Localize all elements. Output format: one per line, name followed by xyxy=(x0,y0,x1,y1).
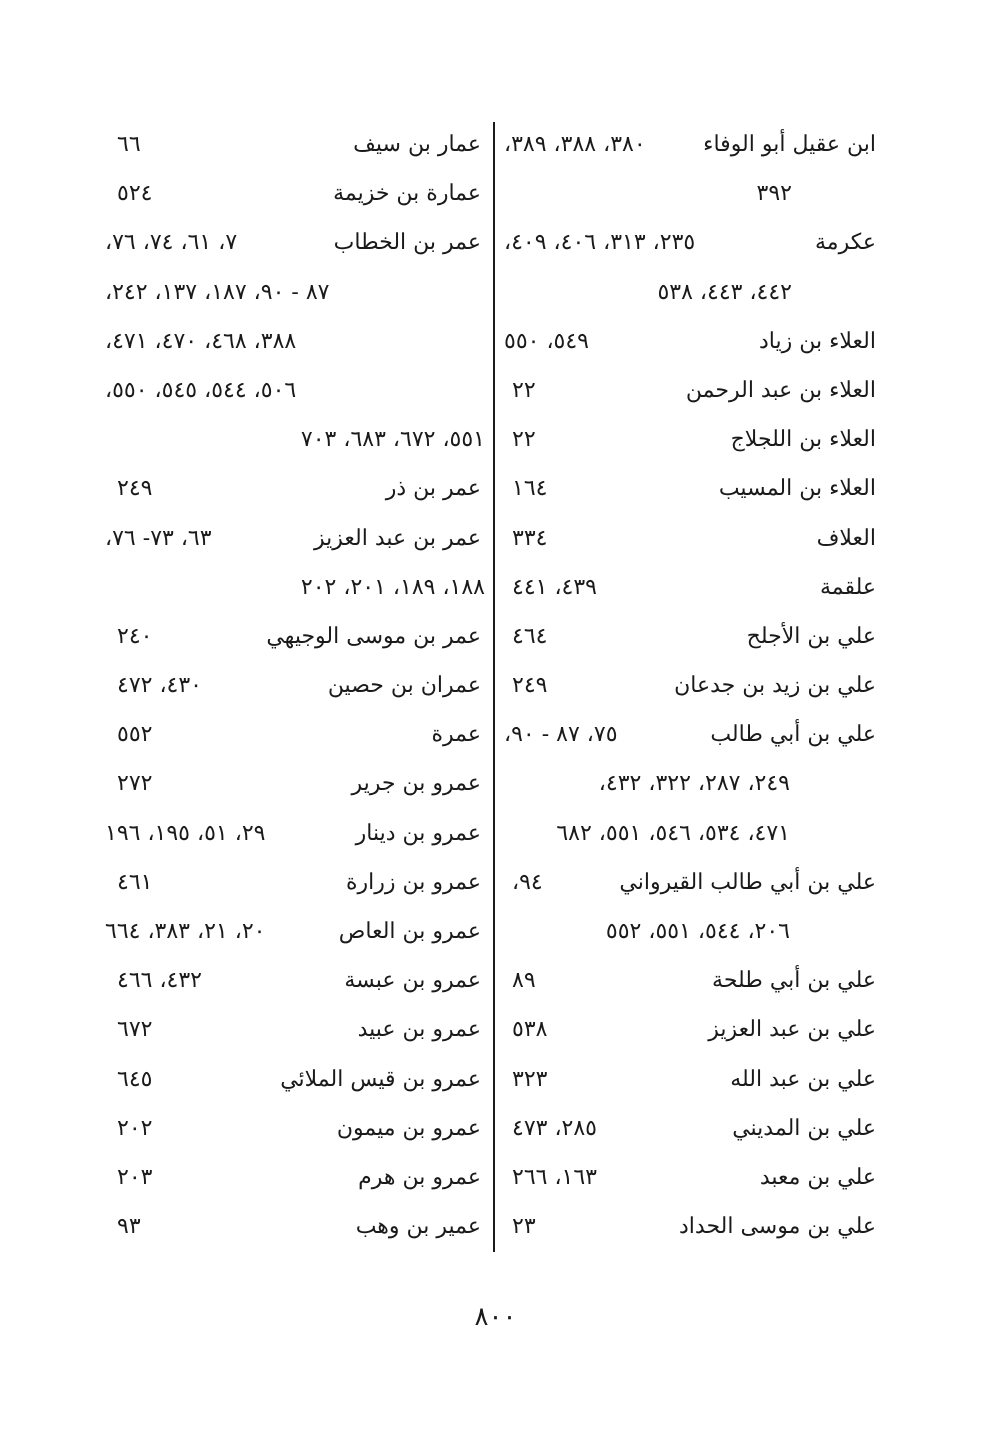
entry-pages: ٤٦٤ xyxy=(512,623,548,649)
entry-pages: ٣٣٤ xyxy=(512,525,548,551)
index-entry xyxy=(105,1104,485,1153)
entry-name: عكرمة xyxy=(815,230,876,256)
index-entry xyxy=(500,415,882,464)
entry-pages: ٤٣٩، ٤٤١ xyxy=(512,574,597,600)
index-entry xyxy=(500,464,882,513)
entry-pages: ٢٤٩ xyxy=(512,673,548,699)
index-entry-continuation xyxy=(105,317,485,366)
entry-pages: ١٦٤ xyxy=(512,476,548,502)
entry-name: علي بن أبي طالب القيرواني xyxy=(619,869,876,895)
entry-pages: ١٦٣، ٢٦٦ xyxy=(512,1164,597,1190)
column-divider xyxy=(493,122,495,1252)
entry-pages: ٢٠٦، ٥٤٤، ٥٥١، ٥٥٢ xyxy=(605,919,790,944)
entry-pages: ٦٦ xyxy=(117,132,141,157)
index-entry xyxy=(500,612,882,661)
entry-pages: ٣٨٠، ٣٨٨، ٣٨٩، xyxy=(504,132,646,157)
entry-pages: ٦٧٢ xyxy=(117,1017,153,1043)
index-entry-continuation xyxy=(105,563,485,612)
index-entry xyxy=(105,710,485,759)
entry-name: عمرو بن هرم xyxy=(358,1164,481,1190)
entry-name: عمرو بن عبيد xyxy=(357,1017,481,1043)
index-entry xyxy=(105,169,485,218)
index-entry xyxy=(105,1055,485,1104)
index-entry xyxy=(105,809,485,858)
entry-name: عمارة بن خزيمة xyxy=(333,181,481,207)
index-entry xyxy=(105,759,485,808)
entry-pages: ٤٤٢، ٤٤٣، ٥٣٨ xyxy=(657,279,792,305)
entry-name: علي بن أبي طالب xyxy=(710,722,876,748)
entry-pages: ٦٣، ٧٣- ٧٦، xyxy=(105,525,212,551)
index-entry xyxy=(105,1202,485,1251)
entry-name: عمر بن عبد العزيز xyxy=(314,525,481,551)
index-entry xyxy=(105,218,485,267)
index-entry-continuation xyxy=(500,268,882,317)
entry-pages: ٥٤٩، ٥٥٠ xyxy=(504,328,589,354)
entry-name: عمرو بن دينار xyxy=(355,820,481,846)
entry-name: علي بن معبد xyxy=(759,1164,876,1190)
entry-pages: ٦٤٥ xyxy=(117,1066,153,1092)
entry-pages: ٢٢ xyxy=(512,427,536,453)
entry-name: عمرو بن قيس الملائي xyxy=(280,1066,481,1092)
entry-pages: ٢٤٩ xyxy=(117,476,153,502)
entry-name: علي بن موسى الحداد xyxy=(679,1214,876,1240)
index-entry xyxy=(500,661,882,710)
entry-name: عمير بن وهب xyxy=(355,1214,481,1240)
index-entry xyxy=(105,858,485,907)
entry-pages: ٣٩٢ xyxy=(756,181,792,207)
entry-name: عمرة xyxy=(431,722,481,748)
entry-pages: ٢٨٥، ٤٧٣ xyxy=(512,1115,597,1141)
index-entry xyxy=(500,218,882,267)
index-entry xyxy=(105,612,485,661)
entry-name: عمران بن حصين xyxy=(327,673,481,699)
index-entry xyxy=(500,1005,882,1054)
index-entry-continuation xyxy=(500,907,882,956)
entry-pages: ٥٥٢ xyxy=(117,722,153,748)
index-entry-continuation xyxy=(105,366,485,415)
index-entry xyxy=(105,907,485,956)
entry-name: علي بن عبد الله xyxy=(730,1066,876,1092)
entry-pages: ٧، ٦١، ٧٤، ٧٦، xyxy=(105,230,238,256)
index-entry xyxy=(500,366,882,415)
index-entry xyxy=(105,120,485,169)
entry-pages: ٤٦١ xyxy=(117,869,153,895)
entry-name: العلاء بن عبد الرحمن xyxy=(685,377,876,403)
entry-pages: ٣٢٣ xyxy=(512,1066,548,1092)
entry-pages: ٥٢٤ xyxy=(117,181,153,207)
index-entry xyxy=(105,1153,485,1202)
entry-name: العلاء بن زياد xyxy=(758,328,876,354)
entry-pages: ٩٣ xyxy=(117,1214,141,1240)
entry-pages: ٩٤، xyxy=(512,869,543,895)
entry-name: علي بن زيد بن جدعان xyxy=(674,673,876,699)
index-entry xyxy=(500,956,882,1005)
entry-pages: ٣٨٨، ٤٦٨، ٤٧٠، ٤٧١، xyxy=(105,328,297,354)
entry-name: العلاف xyxy=(816,525,876,551)
index-entry xyxy=(105,464,485,513)
entry-pages: ١٨٨، ١٨٩، ٢٠١، ٢٠٢ xyxy=(300,574,485,600)
entry-name: علي بن الأجلح xyxy=(746,623,876,649)
entry-pages: ٢٤٩، ٢٨٧، ٣٢٢، ٤٣٢، xyxy=(598,771,790,797)
entry-name: عمرو بن زرارة xyxy=(346,869,481,895)
index-entry xyxy=(500,710,882,759)
entry-name: عمر بن ذر xyxy=(385,476,481,502)
index-entry xyxy=(500,858,882,907)
entry-pages: ٢٢ xyxy=(512,377,536,403)
entry-pages: ٥٥١، ٦٧٢، ٦٨٣، ٧٠٣ xyxy=(300,427,485,453)
index-entry xyxy=(500,1104,882,1153)
index-entry xyxy=(500,317,882,366)
entry-pages: ٨٩ xyxy=(512,968,536,994)
entry-pages: ٢٠٢ xyxy=(117,1115,153,1141)
index-entry xyxy=(105,956,485,1005)
entry-name: عمار بن سيف xyxy=(353,132,481,157)
entry-pages: ٢٩، ٥١، ١٩٥، ١٩٦ xyxy=(105,820,266,846)
entry-name: عمر بن الخطاب xyxy=(333,230,481,256)
index-entry xyxy=(500,514,882,563)
entry-name: علقمة xyxy=(819,574,876,600)
entry-name: العلاء بن المسيب xyxy=(718,476,876,502)
entry-name: عمرو بن جرير xyxy=(351,771,481,797)
entry-pages: ٥٠٦، ٥٤٤، ٥٤٥، ٥٥٠، xyxy=(105,377,297,403)
entry-pages: ٢٣٥، ٣١٣، ٤٠٦، ٤٠٩، xyxy=(504,230,696,256)
entry-pages: ٢٣ xyxy=(512,1214,536,1240)
entry-pages: ٥٣٨ xyxy=(512,1017,548,1043)
entry-name: ابن عقيل أبو الوفاء xyxy=(703,132,876,157)
index-entry-continuation xyxy=(500,759,882,808)
entry-pages: ٢٤٠ xyxy=(117,623,153,649)
entry-name: عمرو بن ميمون xyxy=(336,1115,481,1141)
entry-name: عمرو بن العاص xyxy=(338,919,481,944)
entry-name: العلاء بن اللجلاج xyxy=(730,427,876,453)
index-entry xyxy=(105,514,485,563)
entry-pages: ٢٠٣ xyxy=(117,1164,153,1190)
entry-name: عمرو بن عبسة xyxy=(344,968,481,994)
left-index-column xyxy=(105,120,485,1251)
index-entry-continuation xyxy=(500,169,882,218)
entry-pages: ٤٣٠، ٤٧٢ xyxy=(117,673,202,699)
entry-pages: ٧٥، ٨٧ - ٩٠، xyxy=(504,722,618,748)
index-entry xyxy=(500,1202,882,1251)
index-entry-continuation xyxy=(105,415,485,464)
entry-pages: ٢٠، ٢١، ٣٨٣، ٦٦٤ xyxy=(105,919,266,944)
right-index-column xyxy=(500,120,882,1251)
entry-name: علي بن أبي طلحة xyxy=(712,968,876,994)
entry-name: علي بن المديني xyxy=(732,1115,876,1141)
entry-pages: ٤٣٢، ٤٦٦ xyxy=(117,968,202,994)
index-entry xyxy=(500,563,882,612)
index-entry xyxy=(105,661,485,710)
index-entry xyxy=(500,1153,882,1202)
index-entry xyxy=(105,1005,485,1054)
entry-name: علي بن عبد العزيز xyxy=(708,1017,876,1043)
index-entry-continuation xyxy=(500,809,882,858)
index-entry-continuation xyxy=(105,268,485,317)
entry-pages: ٢٧٢ xyxy=(117,771,153,797)
index-entry xyxy=(500,1055,882,1104)
entry-pages: ٨٧ - ٩٠، ١٨٧، ١٣٧، ٢٤٢، xyxy=(105,279,330,305)
index-entry xyxy=(500,120,882,169)
entry-pages: ٤٧١، ٥٣٤، ٥٤٦، ٥٥١، ٦٨٢ xyxy=(556,820,790,846)
entry-name: عمر بن موسى الوجيهي xyxy=(266,623,481,649)
page-number: ٨٠٠ xyxy=(474,1302,517,1332)
